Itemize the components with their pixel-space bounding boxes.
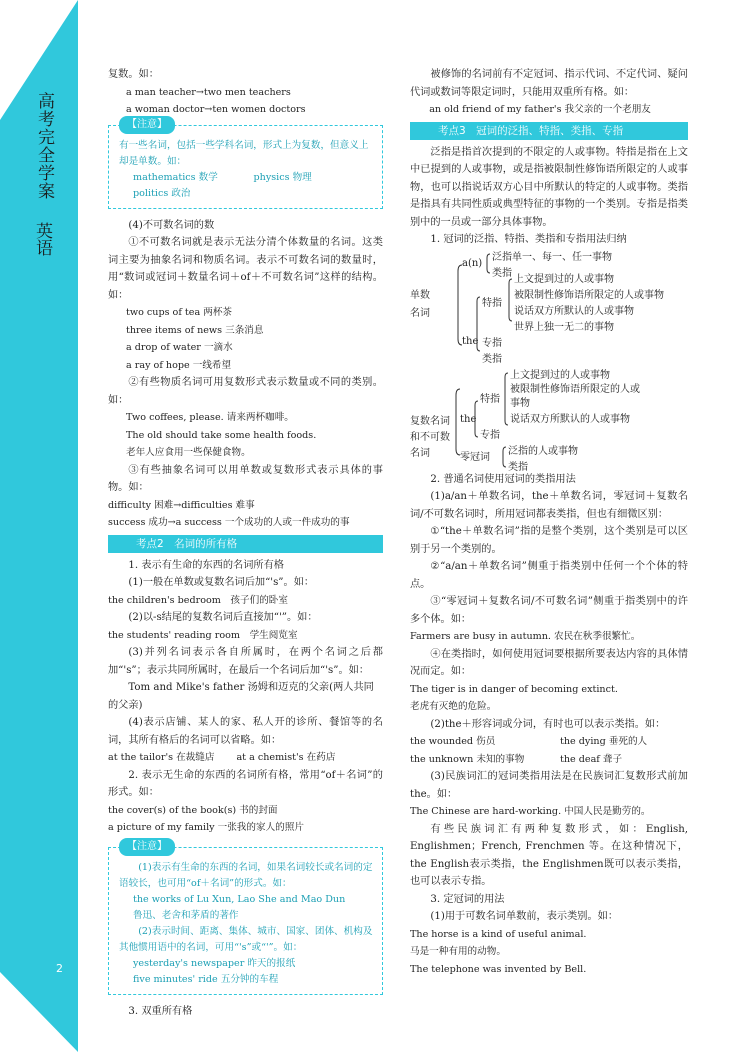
page-number: 2 (56, 962, 63, 975)
example: the cover(s) of the book(s) 书的封面 (108, 804, 278, 816)
example: at the tailor's 在裁缝店 (108, 752, 215, 763)
example: the wounded 伤员 (410, 736, 496, 747)
paragraph: ①“the＋单数名词”指的是整个类别，这个类别是可以区别于另一个类别的。 (410, 526, 688, 555)
note-box (108, 840, 383, 995)
paragraph: (1)一般在单数或复数名词后加“'s”。如： (128, 577, 315, 588)
example: a drop of water 一滴水 (126, 342, 233, 353)
article-tree-plural (410, 367, 688, 471)
tree-node: 类指 (482, 353, 502, 365)
note-box (108, 118, 383, 209)
example: three items of news 三条消息 (126, 324, 264, 336)
example: a ray of hope 一线希望 (126, 359, 232, 371)
example: a man teacher→two men teachers (126, 86, 291, 98)
note-example: physics 物理 (253, 171, 312, 183)
note-text: 有一些名词，包括一些学科名词，形式上为复数，但意义上却是单数。如： (119, 139, 369, 167)
tree-node: 名词 (410, 447, 430, 459)
text-line: 复数。如： (108, 69, 159, 80)
tree-node: 世界上独一无二的事物 (514, 321, 614, 333)
paragraph: ③“零冠词＋复数名词/不可数名词”侧重于指类别中的许多个体。如： (410, 596, 688, 625)
left-column (108, 66, 383, 1020)
example: a picture of my family 一张我的家人的照片 (108, 822, 304, 833)
example: success 成功→a success 一个成功的人或一件成功的事 (108, 517, 350, 528)
bracket-an (487, 254, 490, 273)
right-column (410, 66, 688, 978)
section-band: 考点2 名词的所有格 (108, 535, 383, 553)
tree-node: 泛指的人或事物 (508, 445, 578, 457)
tree-node: 上文提到过的人或事物 (510, 369, 610, 381)
paragraph: ②有些物质名词可用复数形式表示数量或不同的类别。如： (108, 377, 383, 406)
tree-node: 事物 (510, 397, 530, 409)
subject-label: 英语 (32, 222, 52, 256)
tree-node: 专指 (482, 337, 502, 349)
tree-node: 被限制性修饰语所限定的人或事物 (514, 289, 664, 301)
paragraph: (1)a/an＋单数名词，the＋单数名词，零冠词＋复数名词/不可数名词时，所用冠词都表类指，但也有细微区别： (410, 491, 688, 520)
tree-node: 和不可数 (410, 431, 450, 443)
bracket-te (505, 373, 508, 425)
example: the students' reading room 学生阅览室 (108, 629, 298, 641)
subheading: 3. 双重所有格 (128, 1005, 193, 1017)
paragraph: ③有些抽象名词可以用单数或复数形式表示具体的事物。如： (108, 464, 383, 493)
example: The telephone was invented by Bell. (410, 963, 587, 975)
example: difficulty 困难→difficulties 难事 (108, 499, 255, 511)
section-band: 考点3 冠词的泛指、特指、类指、专指 (410, 122, 688, 140)
note-tag: 【注意】 (119, 838, 175, 856)
note-example: five minutes' ride 五分钟的车程 (133, 973, 279, 985)
note-text: (1)表示有生命的东西的名词，如果名词较长或名词的定语较长，也可用“of＋名词”的形式。如： (119, 861, 373, 889)
note-example: yesterday's newspaper 昨天的报纸 (133, 957, 296, 969)
tree-node: 类指 (492, 267, 512, 279)
tree-node: 上文提到过的人或事物 (514, 273, 614, 285)
tree-node: 单数 (410, 289, 430, 301)
paragraph: (3)并列名词表示各自所属时，在两个名词之后都加“'s”；表示共同所属时，在最后一个名词后加“'s”。如： (108, 647, 383, 676)
paragraph: (1)用于可数名词单数前，表示类别。如： (430, 911, 619, 922)
bracket-zero (503, 447, 506, 467)
paragraph: ②“a/an＋单数名词”侧重于指类别中任何一个个体的特点。 (410, 561, 688, 590)
tree-node: 名词 (410, 307, 430, 319)
tree-node: 泛指单一、每一、任一事物 (492, 251, 612, 263)
paragraph: (4)表示店铺、某人的家、私人开的诊所、餐馆等的名词，其所有格后的名词可以省略。如： (108, 717, 383, 746)
example: Two coffees, please. 请来两杯咖啡。 (126, 412, 294, 423)
example: the dying 垂死的人 (560, 736, 648, 747)
tree-node: 专指 (480, 429, 500, 441)
note-example: mathematics 数学 (133, 171, 218, 183)
example: the children's bedroom 孩子们的卧室 (108, 594, 288, 606)
paragraph: (2)the＋形容词或分词，有时也可以表示类指。如： (430, 718, 666, 730)
example: Tom and Mike's father 汤姆和迈克的父亲(两人共同的父亲) (108, 682, 374, 711)
paragraph: 2. 表示无生命的东西的名词所有格，常用“of＋名词”的形式。如： (108, 769, 383, 798)
sidebar-bottom-cut (0, 972, 78, 1052)
tree-node: 复数名词 (410, 415, 450, 427)
example: two cups of tea 两杯茶 (126, 307, 233, 318)
example: 老虎有灭绝的危险。 (410, 701, 497, 712)
paragraph: (2)以-s结尾的复数名词后直接加“'”。如： (128, 612, 318, 623)
subheading: 1. 表示有生命的东西的名词所有格 (128, 559, 284, 571)
note-example: the works of Lu Xun, Lao She and Mao Dun (133, 893, 346, 905)
example: 老年人应食用一些保健食物。 (126, 447, 251, 458)
example: the unknown 未知的事物 (410, 753, 525, 765)
paragraph: 被修饰的名词前有不定冠词、指示代词、不定代词、疑问代词或数词等限定词时，只能用双重所有格。如： (410, 69, 688, 98)
paragraph: 泛指是指首次提到的不限定的人或事物。特指是指在上文中已提到的人或事物，或是指被限制性修饰语所限定的人或事物，也可以指说话双方心目中所默认的特定的人或事物。类指是指具有共同性质或典型特征的事物的一个类别。专指是指类别中的一员或一部分具体事物。 (410, 146, 688, 228)
tree-node: the (462, 335, 479, 347)
note-text: (2)表示时间、距离、集体、城市、国家、团体、机构及其他惯用语中的名词，可用“'s”或“'”。如： (119, 925, 373, 953)
example: The Chinese are hard-working. 中国人民是勤劳的。 (410, 806, 651, 817)
example: at a chemist's 在药店 (236, 752, 336, 763)
tree-node: the (460, 413, 477, 425)
paragraph: ①不可数名词就是表示无法分清个体数量的名词。这类词主要为抽象名词和物质名词。表示不可数名词的数量时，用“数词或冠词＋数量名词＋of＋不可数名词”这样的结构。如： (108, 237, 383, 301)
example: The horse is a kind of useful animal. (410, 928, 587, 940)
tree-node: 零冠词 (460, 451, 490, 463)
subheading: 2. 普通名词使用冠词的类指用法 (430, 473, 576, 485)
note-tag: 【注意】 (119, 116, 175, 134)
book-title: 高考完全学案 (34, 92, 54, 200)
bracket-te (509, 279, 512, 321)
paragraph: ④在类指时，如何使用冠词要根据所要表达内容的具体情况而定。如： (410, 648, 688, 677)
example: The tiger is in danger of becoming extinct. (410, 683, 618, 695)
note-example: politics 政治 (133, 187, 191, 199)
paragraph: 有些民族词汇有两种复数形式，如：English, Englishmen；French, Frenchmen 等。在这种情况下，the English表示类指，the Englishmen既可以表示类指，也可以表示专指。 (410, 823, 688, 887)
example: the deaf 聋子 (560, 753, 623, 765)
example: The old should take some health foods. (126, 429, 317, 441)
article-tree-singular (410, 249, 688, 367)
example: Farmers are busy in autumn. 农民在秋季很繁忙。 (410, 631, 641, 642)
note-example: 鲁迅、老舍和茅盾的著作 (133, 909, 239, 921)
subheading: 3. 定冠词的用法 (430, 893, 505, 905)
example: an old friend of my father's 我父亲的一个老朋友 (429, 104, 651, 115)
paragraph: (3)民族词汇的冠词类指用法是在民族词汇复数形式前加the。如： (410, 771, 688, 800)
subheading: 1. 冠词的泛指、特指、类指和专指用法归纳 (430, 234, 627, 245)
tree-node: 说话双方所默认的人或事物 (510, 413, 630, 425)
tree-node: 特指 (482, 297, 502, 309)
subheading: (4)不可数名词的数 (128, 219, 215, 231)
tree-node: 类指 (508, 461, 528, 473)
tree-node: a(n) (462, 257, 483, 269)
example: a woman doctor→ten women doctors (126, 104, 306, 115)
tree-node: 被限制性修饰语所限定的人或 (510, 383, 640, 395)
example: 马是一种有用的动物。 (410, 946, 506, 957)
tree-node: 说话双方所默认的人或事物 (514, 305, 634, 317)
tree-node: 特指 (480, 393, 500, 405)
